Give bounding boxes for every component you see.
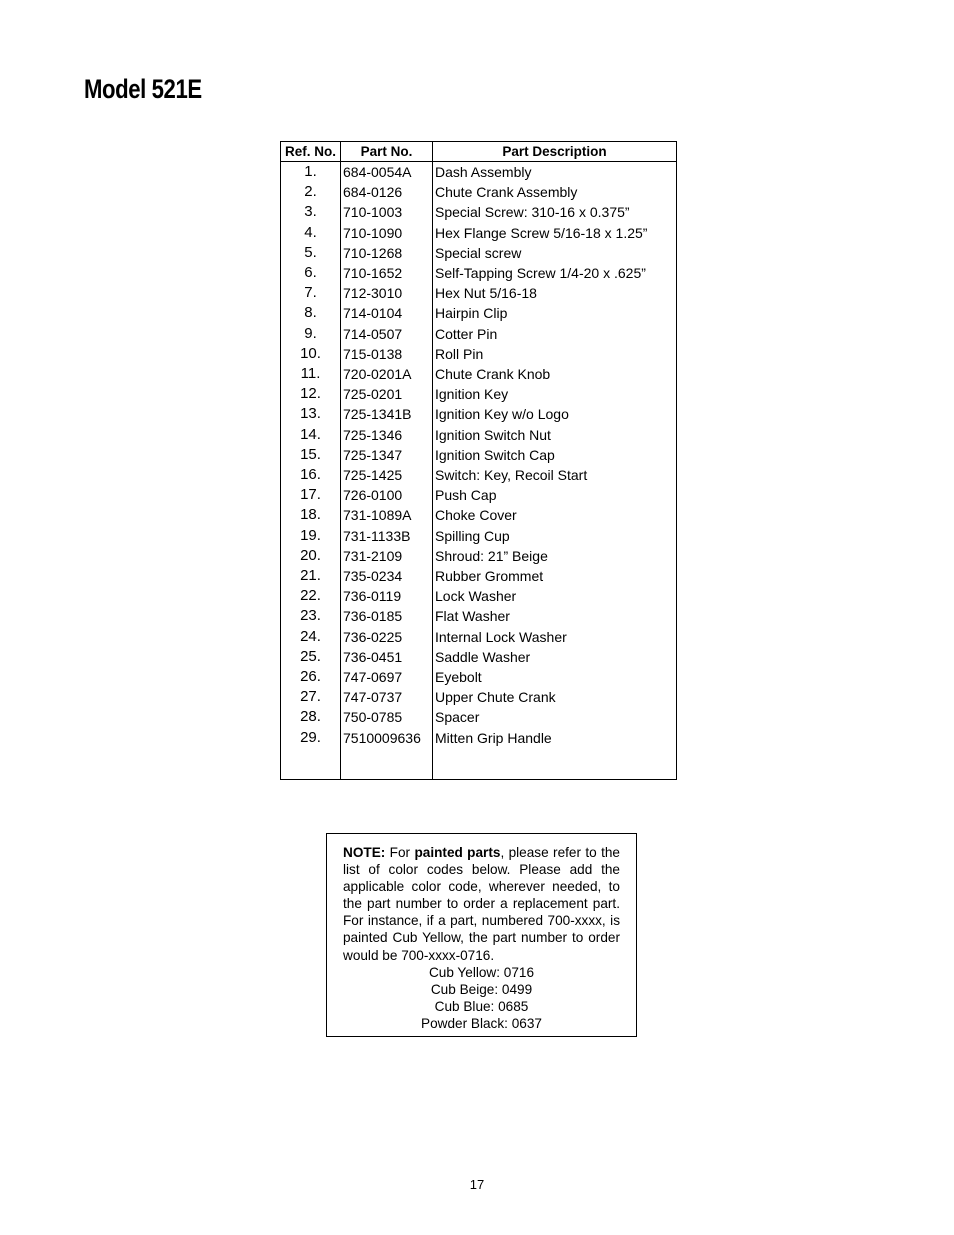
note-text-1: For: [385, 845, 415, 860]
part-description-cell: Cotter Pin: [433, 324, 677, 344]
ref-no-cell: 26.: [281, 667, 341, 687]
ref-no-cell: 22.: [281, 586, 341, 606]
part-no-cell: 725-0201: [341, 384, 433, 404]
color-code: Powder Black: 0637: [421, 1015, 542, 1031]
part-description-cell: Choke Cover: [433, 505, 677, 525]
table-row: [281, 324, 677, 344]
part-description-cell: Flat Washer: [433, 606, 677, 626]
table-row: [281, 303, 677, 323]
part-no-cell: 736-0451: [341, 647, 433, 667]
part-description-cell: Hex Flange Screw 5/16-18 x 1.25”: [433, 223, 677, 243]
part-no-cell: 710-1652: [341, 263, 433, 283]
ref-no-cell: 8.: [281, 303, 341, 323]
part-no-cell: 714-0104: [341, 303, 433, 323]
color-code: Cub Yellow: 0716: [428, 964, 535, 980]
note-label: NOTE:: [343, 845, 386, 860]
ref-no-cell: 2.: [281, 182, 341, 202]
note-paragraph: [343, 844, 620, 964]
ref-no-cell: 14.: [281, 425, 341, 445]
part-description-cell: Special screw: [433, 243, 677, 263]
ref-no-cell: 11.: [281, 364, 341, 384]
ref-no-cell: 16.: [281, 465, 341, 485]
part-description-cell: Ignition Key: [433, 384, 677, 404]
part-description-cell: Lock Washer: [433, 586, 677, 606]
color-code: Cub Blue: 0685: [434, 998, 529, 1014]
part-no-cell: 712-3010: [341, 283, 433, 303]
table-row: [281, 364, 677, 384]
page-title: Model 521E: [84, 74, 202, 104]
parts-table: [280, 141, 677, 780]
part-no-cell: 715-0138: [341, 344, 433, 364]
part-no-cell: 747-0697: [341, 667, 433, 687]
ref-no-cell: 27.: [281, 687, 341, 707]
ref-no-cell: 13.: [281, 404, 341, 424]
part-description-cell: Spilling Cup: [433, 526, 677, 546]
ref-no-cell: 7.: [281, 283, 341, 303]
part-no-cell: 710-1003: [341, 202, 433, 222]
table-row: [281, 606, 677, 626]
table-row: [281, 384, 677, 404]
table-row: [281, 465, 677, 485]
table-row: [281, 182, 677, 202]
ref-no-cell: 19.: [281, 526, 341, 546]
table-row: [281, 223, 677, 243]
part-no-cell: 731-1133B: [341, 526, 433, 546]
table-row: [281, 647, 677, 667]
ref-no-cell: 10.: [281, 344, 341, 364]
part-description-cell: Switch: Key, Recoil Start: [433, 465, 677, 485]
part-description-cell: Self-Tapping Screw 1/4-20 x .625”: [433, 263, 677, 283]
painted-parts-note: [326, 833, 637, 1037]
part-description-cell: Hex Nut 5/16-18: [433, 283, 677, 303]
part-no-cell: 726-0100: [341, 485, 433, 505]
part-no-cell: 731-2109: [341, 546, 433, 566]
ref-no-cell: 23.: [281, 606, 341, 626]
part-description-cell: Internal Lock Washer: [433, 627, 677, 647]
ref-no-cell: 29.: [281, 728, 341, 748]
part-description-cell: Spacer: [433, 707, 677, 727]
table-bottom-spacer: [281, 748, 677, 780]
table-header-row: [281, 142, 677, 162]
note-text-2: , please refer to the list of color codes below. Please add the applicable color code, wherever needed, to the part number to order a replacement part. For instance, if a part, numbered 700-xxxx, is painted Cub Yellow, the part number to order would be 700-xxxx-0716.: [343, 845, 620, 963]
note-bold-phrase: painted parts: [414, 845, 501, 860]
part-no-cell: 684-0126: [341, 182, 433, 202]
page-number: 17: [469, 1177, 485, 1192]
table-row: [281, 586, 677, 606]
part-no-cell: 7510009636: [341, 728, 433, 748]
table-row: [281, 425, 677, 445]
table-row: [281, 202, 677, 222]
table-row: [281, 707, 677, 727]
part-no-cell: 736-0119: [341, 586, 433, 606]
ref-no-cell: 18.: [281, 505, 341, 525]
header-part-description: Part Description: [433, 142, 677, 162]
part-no-cell: 725-1347: [341, 445, 433, 465]
ref-no-cell: 21.: [281, 566, 341, 586]
ref-no-cell: 1.: [281, 162, 341, 183]
table-row: [281, 404, 677, 424]
part-description-cell: Chute Crank Knob: [433, 364, 677, 384]
table-row: [281, 505, 677, 525]
ref-no-cell: 17.: [281, 485, 341, 505]
table-row: [281, 687, 677, 707]
part-description-cell: Special Screw: 310-16 x 0.375”: [433, 202, 677, 222]
header-ref-no: Ref. No.: [281, 142, 341, 162]
part-no-cell: 735-0234: [341, 566, 433, 586]
part-no-cell: 736-0185: [341, 606, 433, 626]
table-row: [281, 162, 677, 183]
header-part-no: Part No.: [341, 142, 433, 162]
table-row: [281, 728, 677, 748]
part-no-cell: 720-0201A: [341, 364, 433, 384]
table-row: [281, 283, 677, 303]
part-description-cell: Dash Assembly: [433, 162, 677, 183]
table-row: [281, 485, 677, 505]
table-row: [281, 445, 677, 465]
part-description-cell: Ignition Switch Cap: [433, 445, 677, 465]
parts-table-body: [281, 162, 677, 780]
part-description-cell: Mitten Grip Handle: [433, 728, 677, 748]
part-description-cell: Push Cap: [433, 485, 677, 505]
color-code: Cub Beige: 0499: [430, 981, 533, 997]
table-row: [281, 667, 677, 687]
part-no-cell: 714-0507: [341, 324, 433, 344]
table-row: [281, 627, 677, 647]
part-no-cell: 725-1341B: [341, 404, 433, 424]
part-description-cell: Eyebolt: [433, 667, 677, 687]
ref-no-cell: 25.: [281, 647, 341, 667]
part-no-cell: 710-1090: [341, 223, 433, 243]
ref-no-cell: 5.: [281, 243, 341, 263]
table-row: [281, 344, 677, 364]
ref-no-cell: 24.: [281, 627, 341, 647]
ref-no-cell: 3.: [281, 202, 341, 222]
part-no-cell: 750-0785: [341, 707, 433, 727]
ref-no-cell: 4.: [281, 223, 341, 243]
part-no-cell: 710-1268: [341, 243, 433, 263]
table-row: [281, 526, 677, 546]
table-row: [281, 263, 677, 283]
part-no-cell: 747-0737: [341, 687, 433, 707]
part-description-cell: Hairpin Clip: [433, 303, 677, 323]
table-row: [281, 566, 677, 586]
part-description-cell: Roll Pin: [433, 344, 677, 364]
part-description-cell: Upper Chute Crank: [433, 687, 677, 707]
ref-no-cell: 12.: [281, 384, 341, 404]
part-description-cell: Ignition Key w/o Logo: [433, 404, 677, 424]
ref-no-cell: 28.: [281, 707, 341, 727]
part-no-cell: 725-1425: [341, 465, 433, 485]
part-no-cell: 684-0054A: [341, 162, 433, 183]
part-description-cell: Chute Crank Assembly: [433, 182, 677, 202]
part-description-cell: Shroud: 21” Beige: [433, 546, 677, 566]
part-description-cell: Ignition Switch Nut: [433, 425, 677, 445]
table-row: [281, 243, 677, 263]
ref-no-cell: 20.: [281, 546, 341, 566]
part-no-cell: 736-0225: [341, 627, 433, 647]
part-no-cell: 725-1346: [341, 425, 433, 445]
part-description-cell: Saddle Washer: [433, 647, 677, 667]
ref-no-cell: 9.: [281, 324, 341, 344]
part-no-cell: 731-1089A: [341, 505, 433, 525]
ref-no-cell: 15.: [281, 445, 341, 465]
part-description-cell: Rubber Grommet: [433, 566, 677, 586]
table-row: [281, 546, 677, 566]
ref-no-cell: 6.: [281, 263, 341, 283]
